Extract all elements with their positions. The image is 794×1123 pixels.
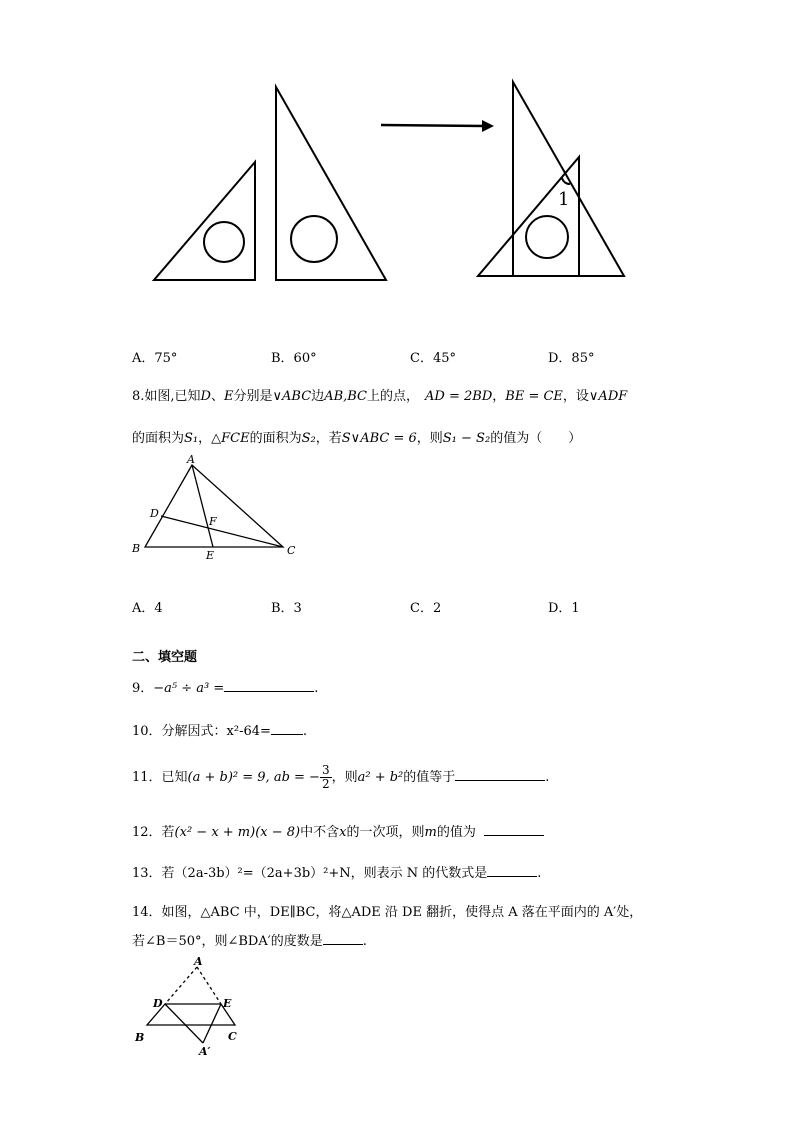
q10-answer-blank[interactable] xyxy=(271,722,303,735)
q11-fraction: $\frac{3}{2}$ xyxy=(321,763,330,791)
angle-1-label: 1 xyxy=(558,189,570,210)
q14-dashed-ae xyxy=(197,967,221,1004)
q8-option-d[interactable]: D．1 xyxy=(548,601,580,616)
q8-triangle-abc xyxy=(145,465,283,547)
q10: 10．分解因式：x²-64= . xyxy=(132,724,308,739)
q14-label-d: D xyxy=(153,997,163,1010)
small-set-square xyxy=(154,162,255,280)
q14-dashed-ad xyxy=(165,967,197,1004)
q7-option-a[interactable]: A．75° xyxy=(132,351,178,366)
q14-label-e: E xyxy=(223,997,232,1010)
q8-label-e: E xyxy=(206,549,215,562)
set-squares-figure xyxy=(140,75,640,290)
q12: 12．若(x² − x + m)(x − 8)中不含x的一次项，则m的值为 xyxy=(132,821,544,840)
q11-answer-blank[interactable] xyxy=(455,768,545,781)
q8-segment-ae xyxy=(192,465,213,547)
q14-line1: 14．如图，△ABC 中，DE∥BC，将△ADE 沿 DE 翻折，使得点 A 落在平面内的 A′处， xyxy=(132,905,643,920)
q8-label-b: B xyxy=(132,542,141,555)
q12-answer-blank[interactable] xyxy=(484,823,544,836)
q8-segment-dc xyxy=(161,516,283,547)
q8-line1: 8.如图,已知D、E分别是∨ABC边AB,BC上的点， AD = 2BD，BE = CE，设∨ADF xyxy=(132,389,628,404)
combined-small-square xyxy=(478,157,579,276)
q9: 9．−a⁵ ÷ a³ = . xyxy=(132,681,319,696)
q14-segment-ea2 xyxy=(203,1004,221,1043)
small-set-square-hole xyxy=(204,222,244,262)
q13-answer-blank[interactable] xyxy=(487,864,537,877)
large-set-square-hole xyxy=(291,216,337,262)
q8-label-c: C xyxy=(287,544,296,557)
q8-label-d: D xyxy=(150,507,159,520)
q14-fold-figure xyxy=(128,950,253,1060)
q7-option-c[interactable]: C．45° xyxy=(410,351,456,366)
q14-segment-da2 xyxy=(165,1004,203,1043)
q14-label-b: B xyxy=(135,1031,145,1044)
q13: 13．若（2a-3b）²=（2a+3b）²+N，则表示 N 的代数式是 . xyxy=(132,866,542,881)
q14-answer-blank[interactable] xyxy=(323,932,363,945)
q11: 11．已知(a + b)² = 9, ab = − $\frac{3}{2}$ ，则a² + b²的值等于 . xyxy=(132,763,550,791)
move-arrow xyxy=(381,125,484,126)
q14-label-a: A xyxy=(194,955,203,968)
combined-tall-square xyxy=(513,82,624,276)
q14-label-c: C xyxy=(228,1030,237,1043)
q9-answer-blank[interactable] xyxy=(224,679,314,692)
q8-line2: 的面积为S₁，△FCE的面积为S₂，若S∨ABC = 6，则S₁ − S₂的值为（ ） xyxy=(132,431,582,446)
section-title: 二、填空题 xyxy=(132,650,198,665)
q8-triangle-figure xyxy=(128,450,303,562)
q7-option-b[interactable]: B．60° xyxy=(271,351,317,366)
q8-label-a: A xyxy=(187,453,195,466)
arrow-head xyxy=(482,120,494,132)
q7-option-d[interactable]: D．85° xyxy=(548,351,595,366)
combined-hole xyxy=(526,216,568,258)
q8-option-b[interactable]: B．3 xyxy=(271,601,302,616)
large-set-square xyxy=(276,87,386,280)
q14-line2: 若∠B＝50°，则∠BDA′的度数是 . xyxy=(132,934,367,949)
q8-option-a[interactable]: A．4 xyxy=(132,601,163,616)
q8-label-f: F xyxy=(209,515,217,528)
q8-option-c[interactable]: C．2 xyxy=(410,601,442,616)
q14-label-a-prime: A′ xyxy=(199,1045,211,1058)
